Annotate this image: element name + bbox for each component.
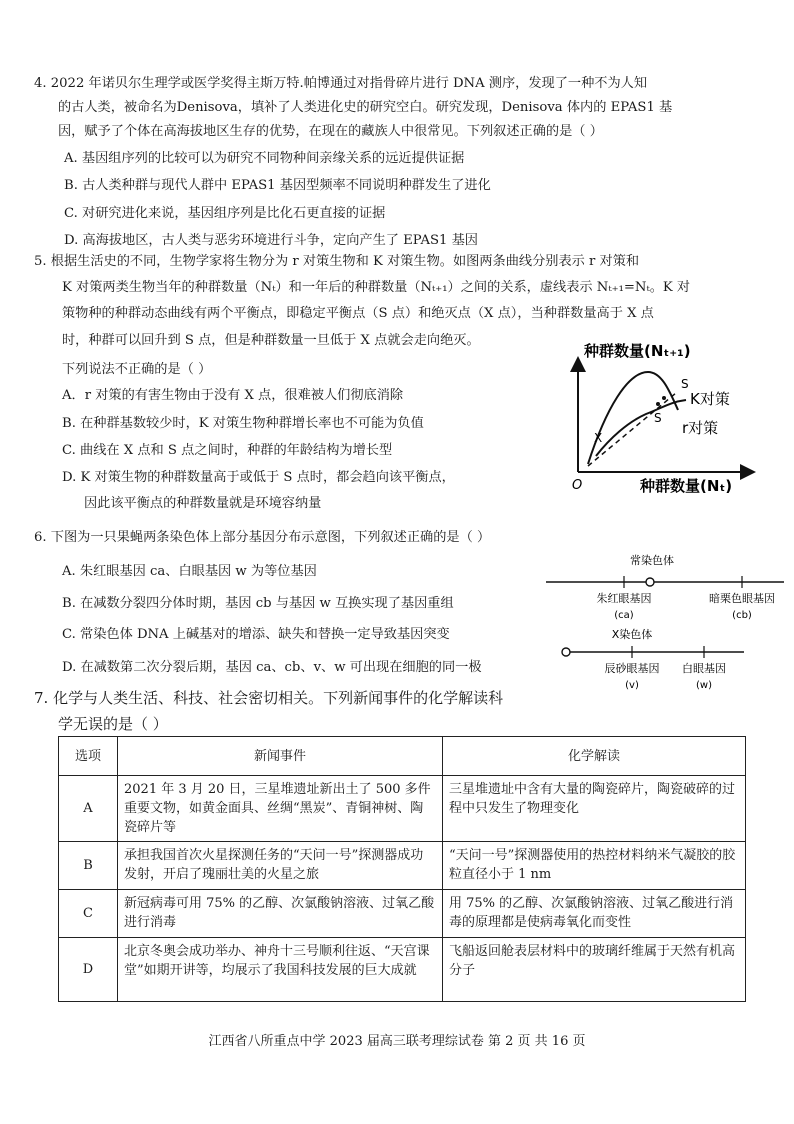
table-row — [59, 842, 746, 890]
q4-option-b: B. 古人类种群与现代人群中 EPAS1 基因型频率不同说明种群发生了进化 — [64, 178, 491, 193]
row-d-reading: 飞船返回舱表层材料中的玻璃纤维属于天然有机高分子 — [443, 938, 746, 1002]
s-label: S — [654, 411, 662, 425]
row-b-event: 承担我国首次火星探测任务的“天问一号”探测器成功发射，开启了瑰丽壮美的火星之旅 — [118, 842, 443, 890]
q4-stem-line-3: 因，赋予了个体在高海拔地区生存的优势，在现在的藏族人中很常见。下列叙述正确的是（ ） — [58, 124, 603, 139]
page-footer: 江西省八所重点中学 2023 届高三联考理综试卷 第 2 页 共 16 页 — [208, 1034, 586, 1049]
q5-stem-line-2: K 对策两类生物当年的种群数量（Nₜ）和一年后的种群数量（Nₜ₊₁）之间的关系，虚线表示 Nₜ₊₁=Nₜ。K 对 — [62, 280, 691, 295]
header-option: 选项 — [59, 737, 118, 776]
q6-stem: 6. 下图为一只果蝇两条染色体上部分基因分布示意图，下列叙述正确的是（ ） — [34, 530, 491, 545]
header-reading: 化学解读 — [443, 737, 746, 776]
table-row — [59, 776, 746, 842]
q7-stem-line-2: 学无误的是（ ） — [58, 715, 168, 733]
q4-option-d: D. 高海拔地区，古人类与恶劣环境进行斗争，定向产生了 EPAS1 基因 — [64, 233, 478, 248]
origin-label: O — [572, 478, 583, 493]
s-prime-label: S — [681, 377, 689, 391]
q4-option-a: A. 基因组序列的比较可以为研究不同物种间亲缘关系的远近提供证据 — [64, 151, 465, 166]
row-c-reading: 用 75% 的乙醇、次氯酸钠溶液、过氧乙酸进行消毒的原理都是使病毒氧化而变性 — [443, 890, 746, 938]
gene-ca-name: 朱红眼基因 — [596, 592, 652, 605]
q5-stem-line-1: 5. 根据生活史的不同，生物学家将生物分为 r 对策生物和 K 对策生物。如图两条曲线分别表示 r 对策和 — [34, 254, 640, 269]
gene-ca-code: (ca) — [614, 610, 634, 621]
x-chromosome-title: X染色体 — [611, 628, 653, 641]
header-event: 新闻事件 — [118, 737, 443, 776]
autosome-centromere — [646, 578, 654, 586]
q5-option-a: A．r 对策的有害生物由于没有 X 点，很难被人们彻底消除 — [62, 388, 404, 403]
q4-option-c: C. 对研究进化来说，基因组序列是比化石更直接的证据 — [64, 206, 386, 221]
q6-option-b: B. 在减数分裂四分体时期，基因 cb 与基因 w 互换实现了基因重组 — [62, 596, 454, 611]
row-c-option: C — [59, 890, 118, 938]
table-row — [59, 890, 746, 938]
q6-option-c: C. 常染色体 DNA 上碱基对的增添、缺失和替换一定导致基因突变 — [62, 627, 450, 642]
row-c-event: 新冠病毒可用 75% 的乙醇、次氯酸钠溶液、过氧乙酸进行消毒 — [118, 890, 443, 938]
row-b-option: B — [59, 842, 118, 890]
q5-option-d-cont: 因此该平衡点的种群数量就是环境容纳量 — [84, 496, 322, 511]
q5-option-b: B. 在种群基数较少时，K 对策生物种群增长率也不可能为负值 — [62, 416, 424, 431]
q5-stem-line-4: 时，种群可以回升到 S 点，但是种群数量一旦低于 X 点就会走向绝灭。 — [62, 333, 480, 348]
q4-stem-line-1: 4. 2022 年诺贝尔生理学或医学奖得主斯万特.帕博通过对指骨碎片进行 DNA 测序，发现了一种不为人知 — [34, 76, 648, 91]
gene-cb-code: (cb) — [732, 610, 752, 621]
row-b-reading: “天问一号”探测器使用的热控材料纳米气凝胶的胶粒直径小于 1 nm — [443, 842, 746, 890]
row-a-event: 2021 年 3 月 20 日，三星堆遗址新出土了 500 多件重要文物，如黄金面具、丝绸“黑炭”、青铜神树、陶瓷碎片等 — [118, 776, 443, 842]
table-row — [59, 938, 746, 1002]
row-a-reading: 三星堆遗址中含有大量的陶瓷碎片，陶瓷破碎的过程中只发生了物理变化 — [443, 776, 746, 842]
gene-cb-name: 暗栗色眼基因 — [709, 592, 775, 605]
gene-w-name: 白眼基因 — [682, 662, 726, 675]
gene-v-name: 辰砂眼基因 — [604, 662, 660, 675]
q6-option-a: A. 朱红眼基因 ca、白眼基因 w 为等位基因 — [62, 564, 317, 579]
q6-option-d: D. 在减数第二次分裂后期，基因 ca、cb、v、w 可出现在细胞的同一极 — [62, 660, 482, 675]
s-prime-point-marker — [662, 396, 666, 400]
q7-stem-line-1: 7. 化学与人类生活、科技、社会密切相关。下列新闻事件的化学解读科 — [34, 689, 504, 707]
q4-stem-line-2: 的古人类，被命名为Denisova，填补了人类进化史的研究空白。研究发现，Denisova 体内的 EPAS1 基 — [58, 100, 673, 115]
y-axis-label: 种群数量(Nₜ₊₁) — [584, 342, 691, 360]
news-table — [58, 736, 746, 1002]
x-point-label: X — [594, 431, 603, 445]
row-d-option: D — [59, 938, 118, 1002]
k-strategy-label: K对策 — [690, 390, 730, 408]
gene-v-code: (v) — [625, 680, 639, 691]
table-header-row — [59, 737, 746, 776]
population-graph — [566, 338, 766, 498]
q5-option-d: D. K 对策生物的种群数量高于或低于 S 点时，都会趋向该平衡点， — [62, 470, 455, 485]
q5-stem-line-3: 策物种的种群动态曲线有两个平衡点，即稳定平衡点（S 点）和绝灭点（X 点），当种群数量高于 X 点 — [62, 306, 654, 321]
autosome-title: 常染色体 — [630, 554, 674, 567]
gene-w-code: (w) — [696, 680, 712, 691]
q5-option-c: C. 曲线在 X 点和 S 点之间时，种群的年龄结构为增长型 — [62, 443, 393, 458]
chromosome-diagram — [540, 548, 790, 694]
r-strategy-label: r对策 — [682, 419, 719, 437]
s-point-marker — [656, 402, 660, 406]
x-axis-label: 种群数量(Nₜ) — [640, 477, 733, 495]
row-a-option: A — [59, 776, 118, 842]
row-d-event: 北京冬奥会成功举办、神舟十三号顺利往返、“天宫课堂”如期开讲等，均展示了我国科技发展的巨大成就 — [118, 938, 443, 1002]
x-chromosome-centromere — [562, 648, 570, 656]
q5-stem-line-5: 下列说法不正确的是（ ） — [62, 362, 212, 377]
